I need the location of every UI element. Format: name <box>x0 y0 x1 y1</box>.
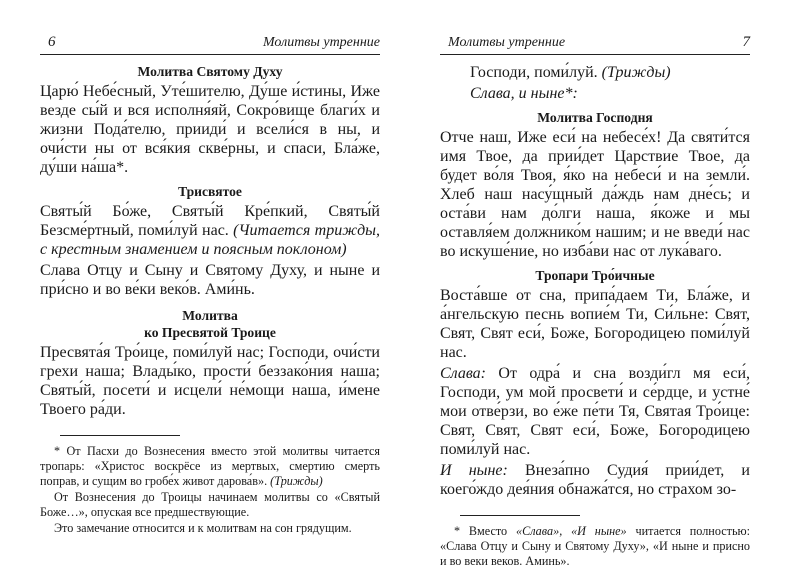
prayer-text-slava <box>440 364 750 459</box>
footnote-paschal-rubric: (Трижды) <box>270 474 323 488</box>
prayer-heading-holy-spirit: Молитва Святому Духу <box>137 64 283 79</box>
footnote-slava-c: читается полностью: «Слава Отцу и Сыну и Святому Духу», «И ныне и присно и во веки веков. Аминь». <box>440 524 751 568</box>
prayer-text-lords-prayer: Отче наш, Иже еси́ на небесе́х! Да святи́тся имя Твое, да прии́дет Царствие Твое, да будет во́ля Твоя, я́ко на небеси́ и на земли́. Хлеб наш насу́щный да́ждь нам дне́сь; и оста́ви нам до́лги наша, я́коже и мы оставля́ем должнико́м нашим; и не введи́ нас во искуше́ние, но изба́ви нас от лука́ваго. <box>440 129 750 260</box>
footnote-slava-b: , <box>559 524 563 538</box>
footnote-rule <box>60 435 180 436</box>
left-running-head <box>40 24 380 55</box>
inyne-label: И ныне: <box>440 462 508 479</box>
right-page <box>440 0 751 568</box>
footnote-evening: Это замечание относится и к молитвам на сон грядущим. <box>54 521 352 535</box>
page-number: 6 <box>48 34 56 50</box>
prayer-text-holy-spirit: Царю́ Небе́сный, Уте́шителю, Ду́ше и́стины, Иже везде сы́й и вся исполня́яй, Сокро́вище благи́х и жизни Пода́телю, прииди́ и всели́ся в ны, и очи́сти ны от вся́кия скве́рны, и спаси, Бла́же, ду́ши на́ша*. <box>40 83 380 176</box>
trisagion-rubric: (Читается трижды, с крестным знамением и поясным поклоном) <box>40 222 380 258</box>
footnote-slava <box>440 524 750 569</box>
footnote-paschal <box>40 444 380 489</box>
prayer-heading-lords-prayer: Молитва Господня <box>537 110 653 125</box>
prayer-text-trinity: Пресвята́я Тро́ице, поми́луй нас; Господи, очи́сти грехи наша; Влады́ко, прости́ беззако́ния наша; Святы́й, посети́ и исцели́ не́мощи наша, и́мене Твоего ра́ди. <box>40 344 380 418</box>
prayer-text-inyne <box>440 461 750 499</box>
right-running-head <box>440 24 750 55</box>
footnote-slava-label: «Слава» <box>516 524 560 538</box>
left-page-body <box>40 63 380 536</box>
prayer-text-troparia: Воста́вше от сна, припа́даем Ти, Бла́же, и а́нгельскую песнь вопие́м Ти, Си́льне: Свят, Свят, Свят еси́, Боже, Богородицею поми́луй нас. <box>440 287 750 361</box>
left-page <box>40 0 380 540</box>
opening-rubric: (Трижды) <box>601 64 671 81</box>
trisagion-text: Святы́й Бо́же, Святы́й Кре́пкий, Святы́й Безсме́ртный, поми́луй нас. <box>40 203 380 239</box>
prayer-heading-trinity-line2: ко Пресвятой Троице <box>144 325 276 340</box>
footnote-inyne-label: «И ныне» <box>571 524 627 538</box>
footnote-paschal-text: * От Пасхи до Вознесения вместо этой молитвы читается тропарь: «Христос воскрёсе из мертвых, смертию смерть поправ, и сущим во гробе́х живот дарова́в». <box>40 444 380 488</box>
footnote-rule <box>460 515 580 516</box>
opening-text: Господи, поми́луй. <box>470 64 598 81</box>
prayer-heading-troparia: Тропари Тро́ичные <box>535 268 655 283</box>
footnote-slava-a: * Вместо <box>454 524 508 538</box>
opening-line <box>440 63 750 82</box>
running-title: Молитвы утренние <box>262 35 380 50</box>
right-page-body <box>440 63 750 569</box>
footnote-ascension: От Вознесения до Троицы начинаем молитвы со «Святый Боже…», опуская все предшествующие. <box>40 490 380 519</box>
prayer-text-glory: Слава Отцу и Сыну и Святому Духу, и ныне и при́сно и во ве́ки веко́в. Ами́нь. <box>40 262 380 298</box>
running-title: Молитвы утренние <box>448 35 566 50</box>
inyne-text: Внеза́пно Судия́ прии́дет, и коего́ждо дея́ния обнажа́тся, но страхом зо- <box>440 462 750 498</box>
opening-glory: Слава, и ныне*: <box>470 85 578 102</box>
slava-text: От одра́ и сна возди́гл мя еси́, Господи, ум мой просвети́ и се́рдце, и устне́ мои отве́рзи, во е́же пе́ти Тя, Святая Тро́ице: Свят, Свят, Свят еси́, Боже, Богородицею поми́луй нас. <box>440 365 751 458</box>
prayer-text-trisagion <box>40 202 380 259</box>
prayer-heading-trinity-line1: Молитва <box>182 308 238 323</box>
prayer-heading-trisagion: Трисвятое <box>178 184 242 199</box>
page-number: 7 <box>742 34 750 50</box>
slava-label: Слава: <box>440 365 487 382</box>
